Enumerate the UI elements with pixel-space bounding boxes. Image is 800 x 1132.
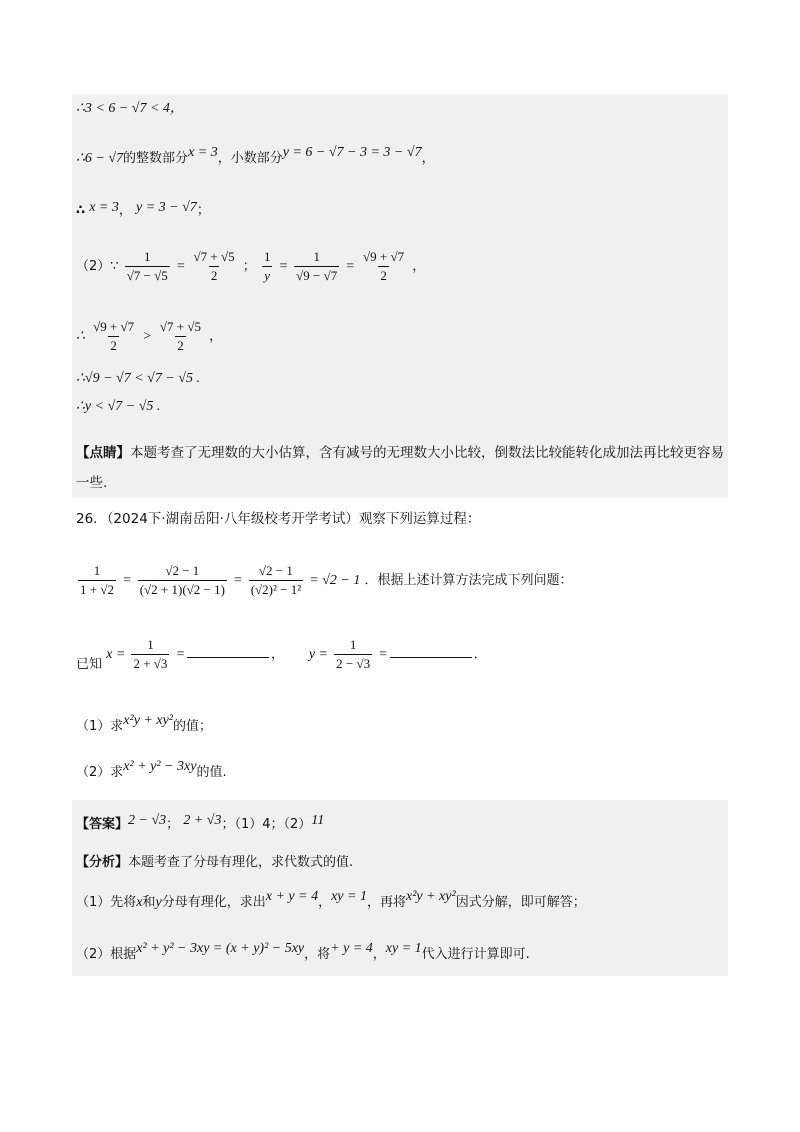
text: 因式分解，即可解答； <box>455 895 586 910</box>
solution-line-3 <box>76 202 210 220</box>
fraction <box>262 248 273 285</box>
part-label: （2）求 <box>76 765 124 780</box>
equals: = <box>233 573 243 588</box>
question-part-2 <box>76 758 227 780</box>
fraction <box>91 318 136 355</box>
equals: = <box>345 259 355 274</box>
text: （2）根据 <box>76 947 137 962</box>
text: ，将 <box>304 947 331 962</box>
text: ，再将 <box>366 895 406 910</box>
fraction <box>131 636 169 673</box>
numerator: 1 <box>147 637 154 652</box>
denominator: √9 − √7 <box>296 268 338 283</box>
denominator: √7 − √5 <box>126 268 168 283</box>
therefore-symbol: ∴ <box>76 203 86 218</box>
solution-line-1 <box>76 100 184 118</box>
text: ， <box>271 647 285 662</box>
greater-than: > <box>142 329 152 344</box>
analysis-step-1 <box>76 888 586 910</box>
math-expression: ∴y < √7 − √5 . <box>76 399 161 414</box>
denominator: 2 − √3 <box>336 656 371 671</box>
analysis-step-2 <box>76 940 530 962</box>
analysis-label: 【分析】 <box>76 855 129 870</box>
equals: = <box>122 573 132 588</box>
solution-line-6 <box>76 370 200 388</box>
text: 和 <box>142 895 156 910</box>
numerator: 1 <box>349 637 357 652</box>
text: 分母有理化，求出 <box>161 895 266 910</box>
numerator: 1 <box>313 249 320 264</box>
math-expression: 2 − √3 <box>128 813 167 828</box>
fraction <box>334 636 372 673</box>
math-expression: x + y = 4 <box>265 889 319 904</box>
math-expression: x = 3 <box>89 200 119 215</box>
text: ； <box>242 259 256 274</box>
math-expression: x = 3 <box>188 145 218 160</box>
denominator: 2 <box>110 338 117 353</box>
question-prompt: 观察下列运算过程： <box>358 511 481 527</box>
text: ． <box>473 647 487 662</box>
text: ； <box>166 817 180 832</box>
fraction <box>249 562 303 599</box>
comment-paragraph <box>76 438 726 498</box>
answer-blank-x[interactable] <box>187 657 269 658</box>
solution-line-4 <box>76 248 425 285</box>
text: 已知 <box>76 657 103 672</box>
numerator: √9 + √7 <box>93 319 135 334</box>
text: 的整数部分 <box>123 151 189 166</box>
math-expression: 11 <box>311 813 325 828</box>
math-expression: xy = 1 <box>385 941 422 956</box>
text: （1）先将 <box>76 895 137 910</box>
math-expression: x² + y² − 3xy = (x + y)² − 5xy <box>136 941 305 956</box>
math-expression: x² + y² − 3xy <box>123 759 197 774</box>
solution-line-2 <box>76 145 435 168</box>
denominator: (√2 + 1)(√2 − 1) <box>139 582 225 597</box>
comment-text: 本题考查了无理数的大小估算，含有减号的无理数大小比较，倒数法比较能转化成加法再比较更容易一些. <box>76 445 724 491</box>
math-expression: y = 3 − √7 <box>136 200 197 215</box>
math-expression: y <box>155 895 162 910</box>
question-part-1 <box>76 712 212 734</box>
solution-line-7 <box>76 398 160 416</box>
denominator: (√2)² − 1² <box>250 582 302 597</box>
fraction <box>361 248 406 285</box>
denominator: y <box>264 268 271 283</box>
fraction <box>192 248 237 285</box>
denominator: 2 <box>177 338 184 353</box>
text: ， <box>318 895 332 910</box>
part-label: （1）求 <box>76 719 124 734</box>
fraction <box>78 562 116 599</box>
math-expression: x²y + xy² <box>405 889 456 904</box>
text: ；（1）4；（2） <box>221 817 312 832</box>
text: ，小数部分 <box>217 151 283 166</box>
text: ； <box>196 203 210 218</box>
fraction <box>125 248 170 285</box>
math-expression: x <box>136 895 143 910</box>
text: ， <box>209 329 223 344</box>
fraction <box>158 318 203 355</box>
fraction <box>294 248 339 285</box>
math-expression: ∴√9 − √7 < √7 − √5 . <box>76 371 200 386</box>
therefore-symbol: ∴ <box>76 329 85 344</box>
denominator: 2 <box>210 268 218 283</box>
answer-blank-y[interactable] <box>390 657 472 658</box>
text: 的值； <box>172 719 212 734</box>
denominator: 2 <box>380 268 387 283</box>
question-number: 26． <box>76 511 107 527</box>
example-calculation <box>76 562 572 599</box>
text: ， <box>412 259 426 274</box>
text: ．根据上述计算方法完成下列问题： <box>364 573 573 588</box>
numerator: √7 + √5 <box>193 249 235 264</box>
fraction <box>138 562 227 599</box>
equals: = <box>175 647 186 662</box>
text: ， <box>421 151 435 166</box>
equals: = <box>175 259 186 274</box>
part-label: （2）∵ <box>76 259 119 274</box>
denominator: 1 + √2 <box>80 582 114 597</box>
numerator: 1 <box>93 563 101 578</box>
equals: = <box>278 259 289 274</box>
analysis-text: 本题考查了分母有理化，求代数式的值. <box>128 855 354 870</box>
known-values-line <box>76 636 487 673</box>
question-heading <box>76 510 480 528</box>
math-expression: y = <box>308 647 329 662</box>
numerator: √2 − 1 <box>258 563 293 578</box>
numerator: √2 − 1 <box>165 563 200 578</box>
math-expression: xy = 1 <box>331 889 367 904</box>
math-expression: ∴6 − √7 <box>76 151 124 166</box>
math-expression: y = 6 − √7 − 3 = 3 − √7 <box>282 145 422 160</box>
math-expression: x²y + xy² <box>123 713 173 728</box>
numerator: 1 <box>263 249 271 264</box>
math-expression: = √2 − 1 <box>309 573 361 588</box>
solution-line-5 <box>76 318 222 355</box>
text: ， <box>372 947 386 962</box>
numerator: √9 + √7 <box>363 249 405 264</box>
question-source: （2024下·湖南岳阳·八年级校考开学考试） <box>106 511 359 527</box>
comment-label: 【点睛】 <box>76 445 130 461</box>
math-expression: + y = 4 <box>330 941 373 956</box>
answer-line <box>76 812 324 830</box>
answer-label: 【答案】 <box>76 817 129 832</box>
equals: = <box>378 647 388 662</box>
math-expression: x = <box>106 647 126 662</box>
math-expression: ∴3 < 6 − √7 < 4， <box>76 101 184 116</box>
math-expression: 2 + √3 <box>183 813 222 828</box>
analysis-line <box>76 854 353 872</box>
text: 的值. <box>196 765 227 780</box>
text: 代入进行计算即可. <box>421 947 530 962</box>
numerator: 1 <box>143 249 151 264</box>
numerator: √7 + √5 <box>159 319 202 334</box>
denominator: 2 + √3 <box>133 656 168 671</box>
text: ， <box>118 203 132 218</box>
